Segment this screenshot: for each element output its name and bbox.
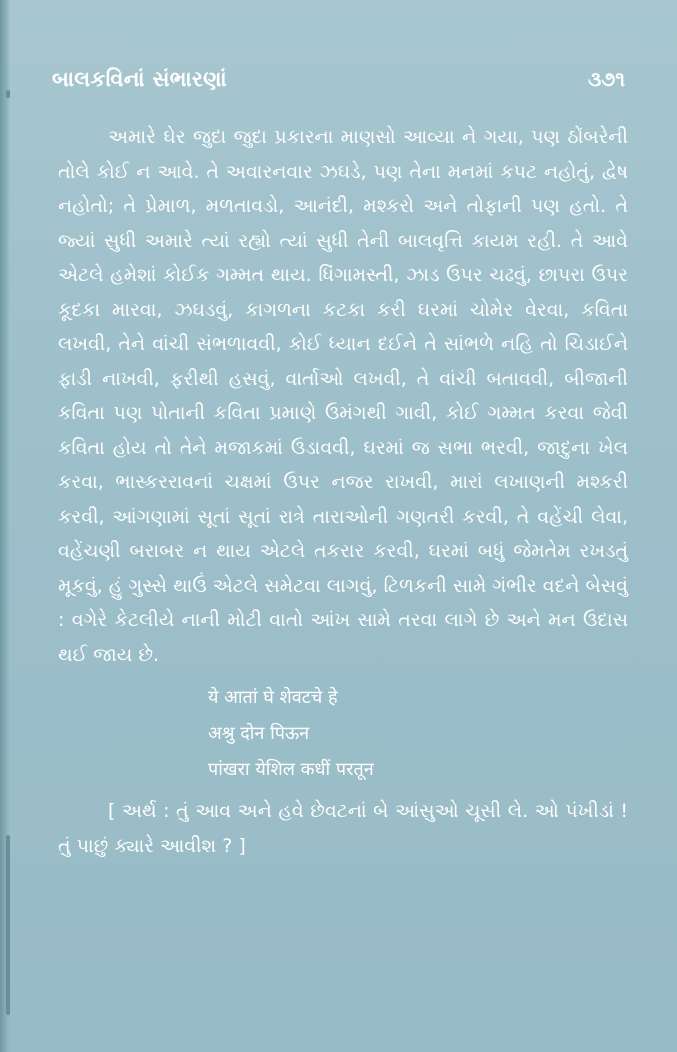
page-spine-edge xyxy=(0,0,10,1052)
page-number: ૩૭૧ xyxy=(587,67,625,91)
page-header xyxy=(52,62,625,96)
running-head: બાલકવિનાં સંભારણાં xyxy=(52,66,227,91)
verse-line: पांखरा येशिल कधीं परतून xyxy=(208,759,374,780)
marathi-verse xyxy=(58,680,628,788)
verse-line: ये आतां घे शेवटचे हे xyxy=(208,687,338,708)
verse-line: अश्रु दोन पिऊन xyxy=(208,723,310,744)
paragraph: અમારે ઘેર જુદા જુદા પ્રકારના માણસો આવ્યા ને ગયા, પણ ઠોંબરેની તોલે કોઈ ન આવે. તે અવારનવાર ઝઘડે, પણ તેના મનમાં કપટ નહોતું, દ્વેષ નહોતો; તે પ્રેમાળ, મળતાવડો, આનંદી, મશ્કરો અને તોફાની પણ હતો. તે જ્યાં સુધી અમારે ત્યાં રહ્યો ત્યાં સુધી તેની બાલવૃત્તિ કાયમ રહી. તે આવે એટલે હમેશાં કોઈક ગમ્મત થાય. ધિંગામસ્તી, ઝાડ ઉપર ચઢવું, છાપરા ઉપર કૂદકા મારવા, ઝઘડવું, કાગળના કટકા કરી ઘરમાં ચોમેર વેરવા, કવિતા લખવી, તેને વાંચી સંભળાવવી, કોઈ ધ્યાન દઈને તે સાંભળે નહિ તો ચિડાઈને ફાડી નાખવી, ફરીથી હસવું, વાર્તાઓ લખવી, તે વાંચી બતાવવી, બીજાની કવિતા પણ પોતાની કવિતા પ્રમાણે ઉમંગથી ગાવી, કોઈ ગમ્મત કરવા જેવી કવિતા હોય તો તેને મજાકમાં ઉડાવવી, ઘરમાં જ સભા ભરવી, જાદુના ખેલ કરવા, ભાસ્કરરાવનાં ચક્ષમાં ઉપર નજર રાખવી, મારાં લખાણની મશ્કરી કરવી, આંગણામાં સૂતાં સૂતાં રાત્રે તારાઓની ગણતરી કરવી, તે વહેંચી લેવા, વહેંચણી બરાબર ન થાય એટલે તકરાર કરવી, ઘરમાં બધું જેમતેમ રખડતું મૂકવું, હું ગુસ્સે થાઉં એટલે સમેટવા લાગવું, ટિળકની સામે ગંભીર વદને બેસવું : વગેરે કેટલીયે નાની મોટી વાતો આંખ સામે તરવા લાગે છે અને મન ઉદાસ થઈ જાય છે. xyxy=(58,126,628,666)
spine-mark xyxy=(6,835,10,1015)
verse-translation: [ અર્થ : તું આવ અને હવે છેવટનાં બે આંસુઓ ચૂસી લે. ઓ પંખીડાં ! તું પાછું ક્યારે આવીશ ? ] xyxy=(58,800,628,857)
spine-mark xyxy=(6,90,10,98)
body-text xyxy=(58,120,628,863)
